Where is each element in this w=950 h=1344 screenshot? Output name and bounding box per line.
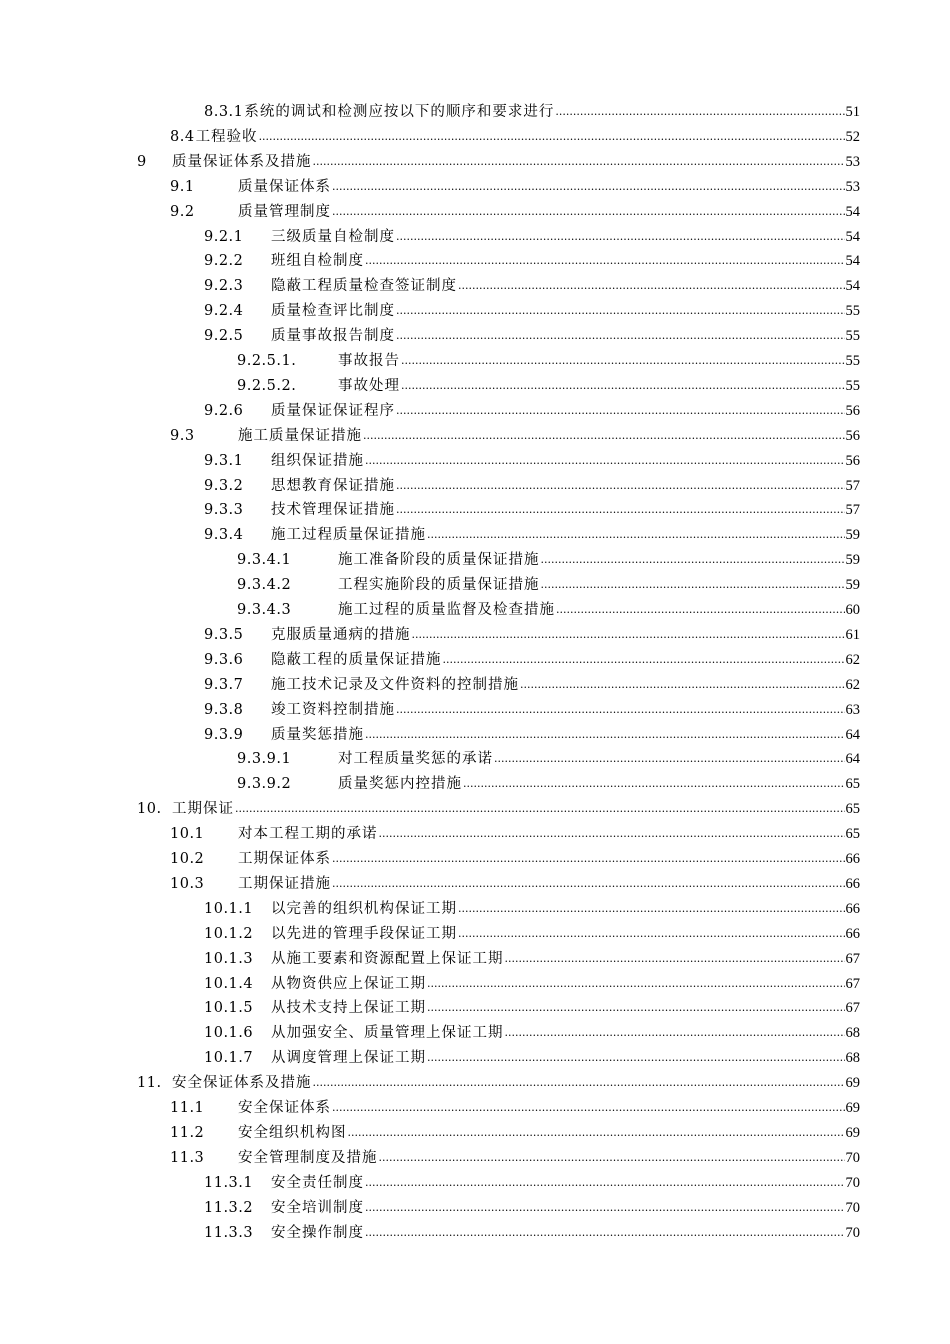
toc-title: 工程验收: [195, 128, 258, 145]
toc-leader-dots: [463, 771, 845, 796]
toc-number: 9.3.2: [204, 477, 244, 494]
toc-page-number: 70: [845, 1149, 860, 1166]
toc-page-number: 67: [845, 1000, 860, 1017]
toc-entry[interactable]: [204, 897, 860, 922]
toc-leader-dots: [505, 1020, 845, 1045]
toc-leader-dots: [235, 796, 845, 821]
toc-entry[interactable]: [204, 1021, 860, 1046]
toc-entry[interactable]: [170, 872, 860, 897]
toc-number: 11.2: [170, 1124, 205, 1141]
toc-number: 10.1: [170, 826, 205, 843]
toc-title: 系统的调试和检测应按以下的顺序和要求进行: [244, 104, 555, 120]
toc-entry[interactable]: [204, 100, 860, 125]
toc-title: 三级质量自检制度: [271, 228, 395, 245]
toc-leader-dots: [412, 622, 845, 647]
toc-page-number: 66: [845, 900, 860, 917]
toc-leader-dots: [541, 547, 845, 572]
toc-title: 从技术支持上保证工期: [271, 1000, 426, 1017]
toc-entry[interactable]: [170, 1146, 860, 1171]
toc-number: 9.3.7: [204, 676, 244, 693]
toc-number: 9.3.4.1: [237, 552, 292, 569]
toc-number: 10.: [137, 801, 162, 818]
toc-entry[interactable]: [204, 1221, 860, 1246]
toc-leader-dots: [379, 821, 845, 846]
toc-entry[interactable]: [204, 523, 860, 548]
toc-number: 9.2.5.2.: [237, 377, 297, 394]
toc-entry[interactable]: [204, 474, 860, 499]
toc-leader-dots: [401, 373, 845, 398]
toc-number: 9.3.5: [204, 626, 244, 643]
toc-number: 10.1.4: [204, 975, 254, 992]
toc-title: 质量奖惩内控措施: [338, 776, 462, 793]
toc-leader-dots: [332, 1095, 845, 1120]
toc-number: 9.3.6: [204, 651, 244, 668]
toc-title: 施工质量保证措施: [238, 427, 362, 444]
toc-number: 11.: [137, 1075, 162, 1092]
toc-leader-dots: [396, 224, 845, 249]
toc-title: 工期保证措施: [238, 875, 331, 892]
toc-title: 技术管理保证措施: [271, 502, 395, 519]
toc-page-number: 66: [845, 875, 860, 892]
toc-leader-dots: [505, 946, 845, 971]
toc-title: 工程实施阶段的质量保证措施: [338, 577, 540, 594]
toc-title: 组织保证措施: [271, 452, 364, 469]
toc-leader-dots: [520, 672, 845, 697]
toc-number: 10.2: [170, 851, 205, 867]
toc-page-number: 64: [845, 726, 860, 743]
toc-number: 9.3.9.2: [237, 776, 292, 793]
toc-entry[interactable]: [170, 1096, 860, 1121]
toc-entry[interactable]: [170, 175, 860, 200]
toc-title: 施工准备阶段的质量保证措施: [338, 552, 540, 569]
toc-number: 9.2.5.1.: [237, 353, 297, 369]
toc-title: 竣工资料控制措施: [271, 701, 395, 718]
toc-leader-dots: [313, 1070, 845, 1095]
toc-title: 质量检查评比制度: [271, 303, 395, 320]
toc-title: 思想教育保证措施: [271, 477, 395, 494]
toc-page-number: 62: [845, 651, 860, 668]
toc-leader-dots: [365, 448, 845, 473]
toc-number: 9.3.3: [204, 502, 244, 519]
toc-title: 克服质量通病的措施: [271, 626, 411, 643]
toc-title: 质量管理制度: [238, 203, 331, 220]
toc-leader-dots: [332, 199, 845, 224]
toc-title: 质量保证体系及措施: [172, 153, 312, 170]
toc-title: 以完善的组织机构保证工期: [271, 900, 457, 917]
toc-entry[interactable]: [204, 324, 860, 349]
toc-title: 质量保证体系: [238, 178, 331, 195]
toc-page-number: 61: [845, 626, 860, 643]
toc-page-number: 66: [845, 851, 860, 867]
toc-number: 9.2.4: [204, 303, 244, 320]
toc-entry[interactable]: [204, 723, 860, 748]
toc-entry[interactable]: [170, 424, 860, 449]
toc-title: 安全保证体系及措施: [172, 1075, 312, 1092]
toc-leader-dots: [556, 597, 845, 622]
toc-page-number: 51: [845, 104, 860, 120]
toc-number: 9.1: [170, 178, 195, 195]
toc-leader-dots: [396, 298, 845, 323]
toc-title: 安全操作制度: [271, 1224, 364, 1241]
toc-title: 安全责任制度: [271, 1174, 364, 1191]
toc-entry[interactable]: [204, 947, 860, 972]
toc-page-number: 57: [845, 477, 860, 494]
toc-number: 9.3.1: [204, 452, 244, 469]
toc-entry[interactable]: [204, 996, 860, 1021]
toc-title: 以先进的管理手段保证工期: [271, 925, 457, 942]
toc-page-number: 65: [845, 801, 860, 818]
toc-title: 班组自检制度: [271, 253, 364, 270]
toc-page-number: 55: [845, 328, 860, 345]
toc-leader-dots: [494, 746, 845, 771]
toc-title: 事故处理: [338, 377, 400, 394]
toc-leader-dots: [332, 846, 845, 871]
toc-page-number: 53: [845, 178, 860, 195]
toc-page-number: 66: [845, 925, 860, 942]
toc-entry[interactable]: [237, 573, 860, 598]
toc-leader-dots: [396, 497, 845, 522]
toc-number: 9.3.4: [204, 527, 244, 544]
toc-leader-dots: [396, 398, 845, 423]
toc-page-number: 56: [845, 402, 860, 419]
toc-title: 安全保证体系: [238, 1100, 331, 1116]
toc-entry[interactable]: [204, 673, 860, 698]
toc-number: 8.4: [170, 128, 195, 145]
toc-number: 9.3.4.2: [237, 577, 292, 594]
toc-number: 9.3.9.1: [237, 751, 292, 768]
toc-leader-dots: [365, 248, 845, 273]
toc-title: 对本工程工期的承诺: [238, 826, 378, 843]
toc-page-number: 54: [845, 253, 860, 270]
toc-leader-dots: [396, 697, 845, 722]
toc-page-number: 56: [845, 427, 860, 444]
toc-page-number: 67: [845, 975, 860, 992]
toc-leader-dots: [458, 273, 845, 298]
toc-entry[interactable]: [170, 125, 860, 150]
toc-title: 施工过程的质量监督及检查措施: [338, 602, 555, 618]
toc-title: 从加强安全、质量管理上保证工期: [271, 1025, 504, 1042]
toc-leader-dots: [458, 921, 845, 946]
toc-page-number: 52: [845, 128, 860, 145]
toc-entry[interactable]: [137, 797, 860, 822]
toc-leader-dots: [555, 99, 844, 124]
toc-number: 9.3.4.3: [237, 602, 292, 618]
toc-title: 安全管理制度及措施: [238, 1149, 378, 1166]
toc-entry[interactable]: [204, 399, 860, 424]
toc-number: 8.3.1: [204, 104, 244, 120]
toc-title: 质量奖惩措施: [271, 726, 364, 743]
toc-number: 10.3: [170, 875, 205, 892]
toc-entry[interactable]: [204, 1046, 860, 1071]
toc-title: 质量事故报告制度: [271, 328, 395, 345]
toc-title: 质量保证保证程序: [271, 402, 395, 419]
toc-leader-dots: [363, 423, 845, 448]
toc-number: 9.2.3: [204, 278, 244, 295]
toc-title: 事故报告: [338, 353, 400, 369]
toc-title: 从施工要素和资源配置上保证工期: [271, 950, 504, 967]
toc-page-number: 62: [845, 676, 860, 693]
toc-leader-dots: [332, 174, 845, 199]
toc-leader-dots: [396, 323, 845, 348]
toc-number: 9.2.2: [204, 253, 244, 270]
toc-title: 安全组织机构图: [238, 1124, 347, 1141]
toc-number: 9.3.9: [204, 726, 244, 743]
toc-page-number: 55: [845, 353, 860, 369]
toc-entry[interactable]: [237, 374, 860, 399]
toc-number: 11.3.1: [204, 1174, 254, 1191]
toc-leader-dots: [396, 473, 845, 498]
toc-entry[interactable]: [204, 498, 860, 523]
toc-leader-dots: [541, 572, 845, 597]
toc-page-number: 59: [845, 577, 860, 594]
toc-page-number: 57: [845, 502, 860, 519]
toc-number: 9.2: [170, 203, 195, 220]
toc-page-number: 69: [845, 1075, 860, 1092]
toc-number: 9.2.1: [204, 228, 244, 245]
toc-number: 9.3.8: [204, 701, 244, 718]
toc-leader-dots: [348, 1120, 845, 1145]
toc-page-number: 70: [845, 1224, 860, 1241]
toc-title: 安全培训制度: [271, 1199, 364, 1216]
toc-entry[interactable]: [137, 1071, 860, 1096]
toc-leader-dots: [365, 1170, 845, 1195]
toc-entry[interactable]: [237, 747, 860, 772]
toc-leader-dots: [365, 722, 845, 747]
toc-title: 隐蔽工程的质量保证措施: [271, 651, 442, 668]
toc-leader-dots: [427, 995, 845, 1020]
toc-leader-dots: [427, 522, 845, 547]
toc-number: 10.1.2: [204, 925, 254, 942]
toc-title: 工期保证体系: [238, 851, 331, 867]
toc-entry[interactable]: [204, 698, 860, 723]
toc-number: 10.1.6: [204, 1025, 254, 1042]
toc-number: 9.2.6: [204, 402, 244, 419]
toc-page-number: 64: [845, 751, 860, 768]
toc-entry[interactable]: [204, 299, 860, 324]
toc-entry[interactable]: [170, 200, 860, 225]
toc-entry[interactable]: [237, 598, 860, 623]
toc-page-number: 54: [845, 203, 860, 220]
toc-entry[interactable]: [237, 349, 860, 374]
toc-number: 11.3.3: [204, 1224, 254, 1241]
toc-leader-dots: [365, 1220, 845, 1245]
toc-page-number: 56: [845, 452, 860, 469]
toc-entry[interactable]: [204, 249, 860, 274]
toc-number: 10.1.1: [204, 900, 254, 917]
toc-entry[interactable]: [204, 449, 860, 474]
toc-page-number: 70: [845, 1174, 860, 1191]
toc-number: 11.3.2: [204, 1199, 254, 1216]
toc-leader-dots: [401, 348, 845, 373]
toc-number: 9: [137, 153, 147, 170]
toc-number: 9.2.5: [204, 328, 244, 345]
toc-entry[interactable]: [204, 648, 860, 673]
toc-entry[interactable]: [170, 822, 860, 847]
toc-page-number: 63: [845, 701, 860, 718]
toc-page-number: 69: [845, 1100, 860, 1116]
toc-number: 10.1.5: [204, 1000, 254, 1017]
toc-entry[interactable]: [204, 972, 860, 997]
toc-page-number: 53: [845, 153, 860, 170]
toc-number: 11.1: [170, 1100, 205, 1116]
toc-title: 施工技术记录及文件资料的控制措施: [271, 676, 519, 693]
toc-page-number: 55: [845, 303, 860, 320]
toc-entry[interactable]: [237, 772, 860, 797]
toc-page-number: 68: [845, 1025, 860, 1042]
toc-entry[interactable]: [137, 150, 860, 175]
toc-entry[interactable]: [204, 922, 860, 947]
toc-leader-dots: [259, 124, 845, 149]
toc-page-number: 65: [845, 776, 860, 793]
toc-leader-dots: [427, 971, 845, 996]
toc-page-number: 59: [845, 552, 860, 569]
toc-title: 对工程质量奖惩的承诺: [338, 751, 493, 768]
toc-number: 11.3: [170, 1149, 205, 1166]
toc-number: 10.1.3: [204, 950, 254, 967]
toc-title: 工期保证: [172, 801, 234, 818]
toc-title: 从调度管理上保证工期: [271, 1050, 426, 1067]
toc-title: 施工过程质量保证措施: [271, 527, 426, 544]
toc-page-number: 69: [845, 1124, 860, 1141]
toc-title: 隐蔽工程质量检查签证制度: [271, 278, 457, 295]
toc-leader-dots: [379, 1145, 845, 1170]
toc-entry[interactable]: [204, 1171, 860, 1196]
toc-number: 9.3: [170, 427, 195, 444]
toc-entry[interactable]: [237, 548, 860, 573]
toc-leader-dots: [458, 896, 845, 921]
toc-page-number: 60: [845, 602, 860, 618]
toc-page-number: 54: [845, 228, 860, 245]
toc-entry[interactable]: [204, 274, 860, 299]
toc-leader-dots: [365, 1195, 845, 1220]
toc-entry[interactable]: [204, 225, 860, 250]
toc-title: 从物资供应上保证工期: [271, 975, 426, 992]
toc-leader-dots: [332, 871, 845, 896]
toc-leader-dots: [313, 149, 845, 174]
toc-page-number: 70: [845, 1199, 860, 1216]
toc-entry[interactable]: [170, 847, 860, 872]
toc-page-number: 55: [845, 377, 860, 394]
toc-number: 10.1.7: [204, 1050, 254, 1067]
toc-page-number: 65: [845, 826, 860, 843]
toc-leader-dots: [443, 647, 845, 672]
toc-page-number: 54: [845, 278, 860, 295]
toc-leader-dots: [427, 1045, 845, 1070]
toc-entry[interactable]: [204, 1196, 860, 1221]
toc-page-number: 68: [845, 1050, 860, 1067]
toc-entry[interactable]: [170, 1121, 860, 1146]
toc-page-number: 67: [845, 950, 860, 967]
toc-page-number: 59: [845, 527, 860, 544]
toc-entry[interactable]: [204, 623, 860, 648]
